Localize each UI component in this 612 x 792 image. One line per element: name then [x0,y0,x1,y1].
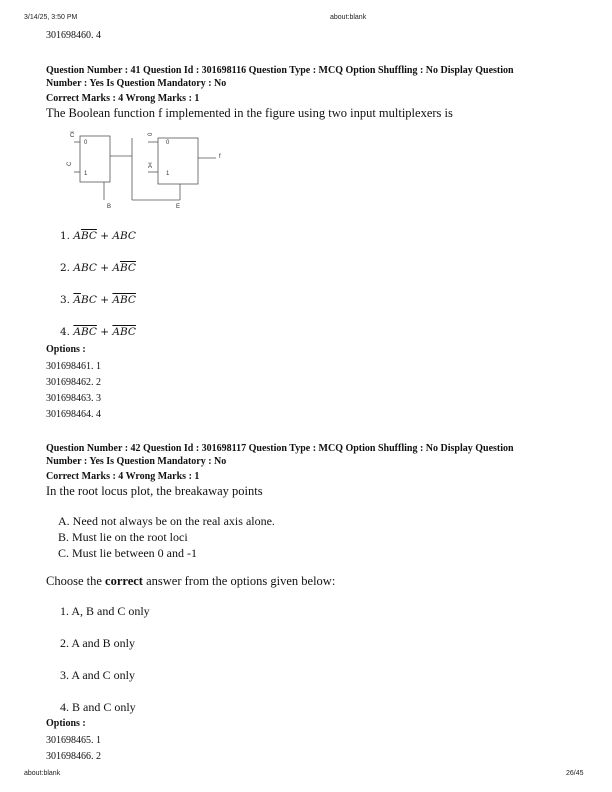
q42-options-label: Options : [46,718,86,729]
q41-meta-line2: Number : Yes Is Question Mandatory : No [46,78,227,89]
previous-option-id: 301698460. 4 [46,30,101,41]
q42-instruction: Choose the correct answer from the options given below: [46,574,336,588]
q42-marks: Correct Marks : 4 Wrong Marks : 1 [46,471,200,482]
q42-meta-line1: Question Number : 42 Question Id : 301698117 Question Type : MCQ Option Shuffling : No Display Question [46,443,514,454]
q42-choice-4: 4. B and C only [60,700,136,714]
q41-choice-2: 2. ABC + $A\overline{BC}$ [60,262,136,274]
print-footer-url: about:blank [24,770,61,777]
mux2-box [158,138,198,184]
q41-option-2: 301698462. 2 [46,377,101,388]
mux1-select-label: B [107,204,112,210]
q42-statement-c: C. Must lie between 0 and -1 [58,546,197,560]
mux1-input1-value: 1 [84,171,88,177]
q41-marks: Correct Marks : 4 Wrong Marks : 1 [46,93,200,104]
mux2-input0-label: 0 [148,132,154,136]
q42-meta-line2: Number : Yes Is Question Mandatory : No [46,456,227,467]
print-datetime: 3/14/25, 3:50 PM [24,14,78,21]
mux2-input1-label: A [148,164,153,170]
q41-option-3: 301698463. 3 [46,393,101,404]
mux2-select-label: E [176,204,181,210]
q42-choice-2: 2. A and B only [60,636,136,650]
print-page-number: 26/45 [566,770,584,777]
q42-question-text: In the root locus plot, the breakaway points [46,484,263,498]
q41-option-4: 301698464. 4 [46,409,101,420]
mux2-input0-value: 0 [166,140,170,146]
q41-options-label: Options : [46,344,86,355]
q42-statement-b: B. Must lie on the root loci [58,530,188,544]
q41-choice-1: 1. $A\overline{BC}$ + ABC [60,230,136,242]
mux1-input0-label: C [70,133,75,139]
q42-choice-1: 1. A, B and C only [60,604,150,618]
mux1-input0-value: 0 [84,140,88,146]
print-title: about:blank [330,14,367,21]
q42-option-1: 301698465. 1 [46,735,101,746]
mux-circuit-diagram [62,128,252,212]
q41-option-1: 301698461. 1 [46,361,101,372]
q42-choice-3: 3. A and C only [60,668,136,682]
output-label: f [219,154,221,160]
q41-meta-line1: Question Number : 41 Question Id : 301698116 Question Type : MCQ Option Shuffling : No Display Question [46,65,514,76]
q42-statement-a: A. Need not always be on the real axis alone. [58,514,275,528]
q41-question-text: The Boolean function f implemented in the figure using two input multiplexers is [46,106,453,120]
q41-choice-4: 4. $\overline{ABC} + \overline{A}\overline{BC}$ [60,326,136,338]
mux2-input1-value: 1 [166,171,170,177]
q41-choice-3: 3. $\overline{A}BC + \overline{A}\overline{BC}$ [60,294,136,306]
mux1-input1-label: C [67,161,73,166]
q42-option-2: 301698466. 2 [46,751,101,762]
